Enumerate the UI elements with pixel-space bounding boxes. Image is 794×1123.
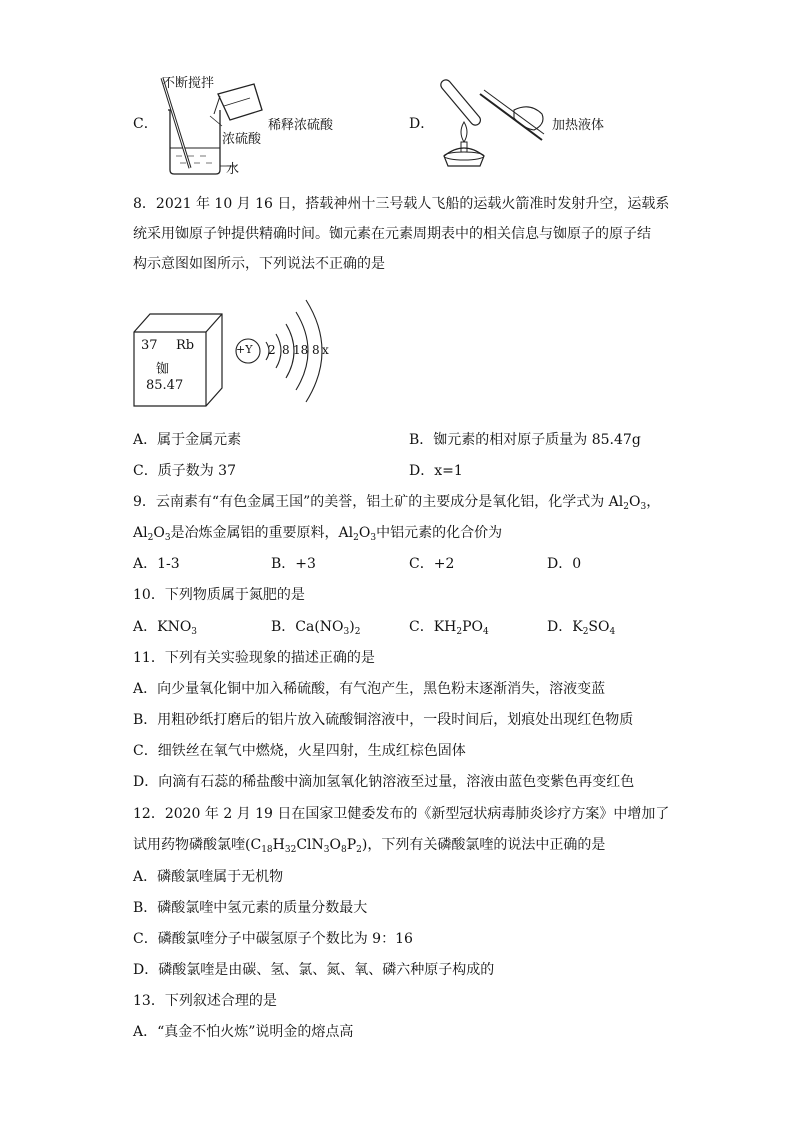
shell-4: 8 bbox=[312, 343, 320, 357]
q7-option-c-text: 稀释浓硫酸 bbox=[268, 118, 334, 133]
q11-option-d: D．向滴有石蕊的稀盐酸中滴加氢氧化钠溶液至过量，溶液由蓝色变紫色再变红色 bbox=[133, 774, 635, 790]
q8-option-b: B．铷元素的相对原子质量为 85.47g bbox=[409, 432, 641, 448]
q12-option-d: D．磷酸氯喹是由碳、氢、氯、氮、氧、磷六种原子构成的 bbox=[133, 962, 495, 978]
shell-2: 8 bbox=[282, 343, 290, 357]
q10-option-c: C．$KH_2PO_4$ bbox=[409, 619, 489, 637]
element-name: 铷 bbox=[156, 362, 170, 377]
conc-acid-label: 浓硫酸 bbox=[222, 132, 262, 147]
q8-stem-line2: 统采用铷原子钟提供精确时间。铷元素在元素周期表中的相关信息与铷原子的原子结 bbox=[133, 226, 651, 242]
q7-option-d-text: 加热液体 bbox=[552, 118, 605, 133]
q8-stem-line1: 8．2021 年 10 月 16 日，搭载神州十三号载人飞船的运载火箭准时发射升空，运载系 bbox=[133, 196, 670, 212]
q11-stem: 11．下列有关实验现象的描述正确的是 bbox=[133, 650, 375, 666]
q9-option-b: B．+3 bbox=[271, 556, 316, 572]
q7-option-c-letter: C． bbox=[133, 116, 158, 132]
q9-stem-line1: 9．云南素有“有色金属王国”的美誉，铝土矿的主要成分是氧化铝，化学式为 $Al_2O_3$， bbox=[133, 494, 661, 512]
q12-stem-line2: 试用药物磷酸氯喹$(C_{18}H_{32}ClN_3O_8P_2)$，下列有关磷酸氯喹的说法中正确的是 bbox=[133, 837, 606, 855]
element-card bbox=[128, 310, 228, 410]
q12-option-a: A．磷酸氯喹属于无机物 bbox=[133, 869, 284, 885]
shell-1: 2 bbox=[268, 343, 276, 357]
q12-option-b: B．磷酸氯喹中氢元素的质量分数最大 bbox=[133, 900, 368, 916]
q11-option-a: A．向少量氧化铜中加入稀硫酸，有气泡产生，黑色粉末逐渐消失，溶液变蓝 bbox=[133, 681, 606, 697]
q7-option-d-letter: D． bbox=[409, 116, 435, 132]
element-number: 37 bbox=[141, 338, 158, 353]
q9-option-a: A．1-3 bbox=[133, 556, 180, 572]
q8-option-a: A．属于金属元素 bbox=[133, 432, 242, 448]
q10-option-a: A．$KNO_3$ bbox=[133, 619, 198, 637]
q13-option-a: A．“真金不怕火炼”说明金的熔点高 bbox=[133, 1024, 354, 1040]
shell-5: x bbox=[322, 343, 329, 357]
q9-option-c: C．+2 bbox=[409, 556, 455, 572]
q10-option-b: B．$Ca(NO_3)_2$ bbox=[271, 619, 361, 637]
q12-option-c: C．磷酸氯喹分子中碳氢原子个数比为 9：16 bbox=[133, 931, 413, 947]
q10-option-d: D．$K_2SO_4$ bbox=[547, 619, 616, 637]
element-symbol: Rb bbox=[176, 338, 195, 353]
shell-3: 18 bbox=[293, 343, 309, 357]
q8-option-d: D．x=1 bbox=[409, 463, 463, 479]
q11-option-b: B．用粗砂纸打磨后的铝片放入硫酸铜溶液中，一段时间后，划痕处出现红色物质 bbox=[133, 712, 634, 728]
q10-stem: 10．下列物质属于氮肥的是 bbox=[133, 587, 305, 603]
q11-option-c: C．细铁丝在氧气中燃烧，火星四射，生成红棕色固体 bbox=[133, 743, 466, 759]
water-label: 水 bbox=[226, 162, 240, 177]
stir-label: 不断搅拌 bbox=[162, 76, 215, 91]
q8-option-c: C．质子数为 37 bbox=[133, 463, 236, 479]
q9-stem-line2: $Al_2O_3$是冶炼金属铝的重要原料，$Al_2O_3$中铝元素的化合价为 bbox=[133, 525, 503, 543]
q13-stem: 13．下列叙述合理的是 bbox=[133, 993, 277, 1009]
element-mass: 85.47 bbox=[146, 378, 184, 393]
q12-stem-line1: 12．2020 年 2 月 19 日在国家卫健委发布的《新型冠状病毒肺炎诊疗方案》中增加了 bbox=[133, 806, 670, 822]
q9-option-d: D．0 bbox=[547, 556, 582, 572]
heat-liquid-figure bbox=[434, 70, 554, 170]
q8-stem-line3: 构示意图如图所示，下列说法不正确的是 bbox=[133, 256, 385, 272]
nucleus-label: +Y bbox=[236, 343, 253, 356]
